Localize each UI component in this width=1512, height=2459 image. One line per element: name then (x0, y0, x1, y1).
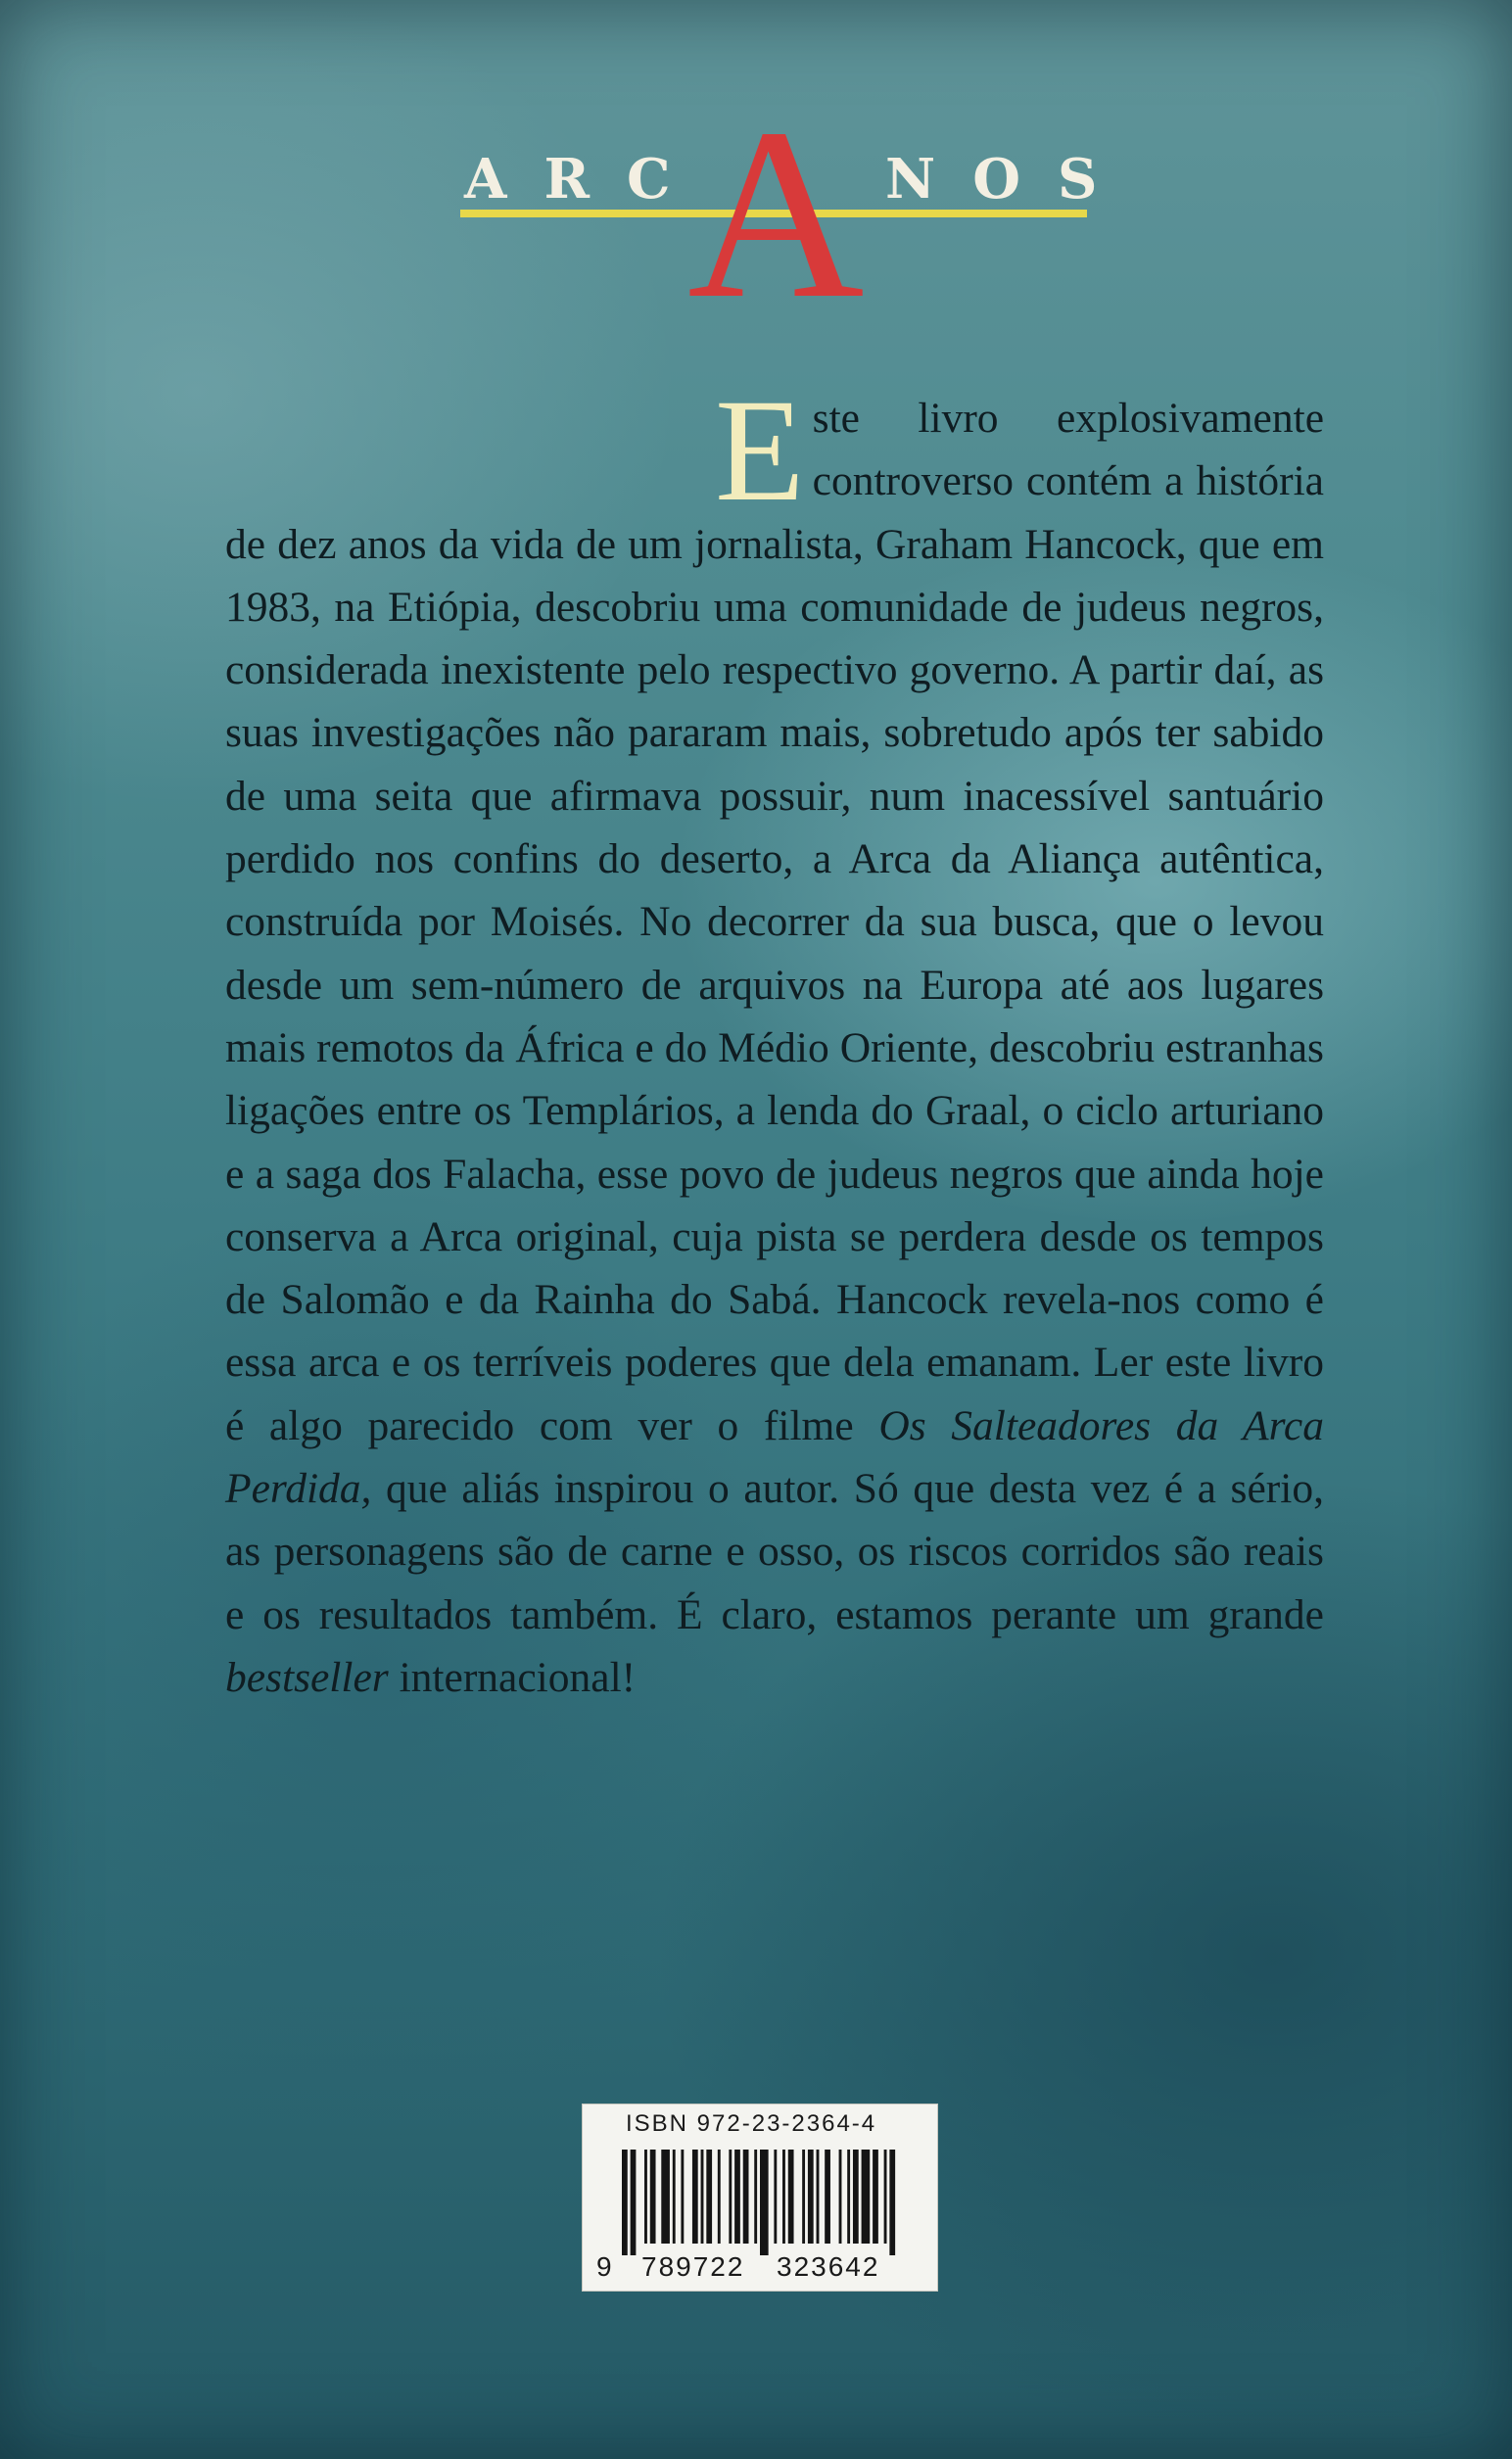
barcode-bar (673, 2150, 676, 2244)
barcode-bar (743, 2150, 749, 2244)
barcode-digit-first: 9 (596, 2251, 614, 2282)
blurb-part-2: que aliás inspirou o autor. Só que desta vez é a sério, as personagens são de carne e osso, os riscos corridos são reais e os resultados também. É claro, estamos perante um grande (225, 1465, 1324, 1638)
barcode-bar (644, 2150, 647, 2244)
barcode-bar (884, 2150, 887, 2244)
barcode-bar (889, 2150, 895, 2255)
blurb-part-3: internacional! (388, 1653, 637, 1701)
barcode-bars (622, 2150, 898, 2255)
barcode-bar (650, 2150, 656, 2244)
barcode-bar (774, 2150, 777, 2244)
drop-cap: E (715, 369, 805, 532)
blurb-part-1: ste livro explosivamente controverso contém a história de dez anos da vida de um jornalista, Graham Hancock, que em 1983, na Etiópia, descobriu uma comunidade de judeus negros, considerada inexistente pelo respectivo governo. A partir daí, as suas investigações não pararam mais, sobretudo após ter sabido de uma seita que afirmava possuir, num inacessível santuário perdido nos confins do deserto, a Arca da Aliança autêntica, construída por Moisés. No decorrer da sua busca, que o levou desde um sem-número de arquivos na Europa até aos lugares mais remotos da África e do Médio Oriente, descobriu estranhas ligações entre os Templários, a lenda do Graal, o ciclo arturiano e a saga dos Falacha, esse povo de judeus negros que ainda hoje conserva a Arca original, cuja pista se perdera desde os tempos de Salomão e da Rainha do Sabá. Hancock revela-nos como é essa arca e os terríveis poderes que dela emanam. Ler este livro é algo parecido com ver o filme (225, 395, 1324, 1449)
barcode-bar (847, 2150, 850, 2244)
blurb-text (225, 369, 1324, 1709)
barcode-bar (788, 2150, 794, 2244)
barcode-bar (839, 2150, 842, 2244)
barcode-bar (754, 2150, 757, 2244)
barcode-bar (701, 2150, 704, 2244)
barcode-bar (825, 2150, 830, 2244)
barcode-bar (729, 2150, 732, 2244)
barcode-bar (873, 2150, 878, 2244)
barcode-bar (853, 2150, 859, 2244)
barcode-bar (661, 2150, 670, 2244)
series-logo (460, 78, 1135, 350)
logo-text-left: ARC (464, 147, 708, 212)
barcode-bar (760, 2150, 769, 2255)
bestseller-word: bestseller (225, 1653, 389, 1701)
film-title: Os Salteadores da Arca Perdida, (225, 1401, 1324, 1513)
barcode-bar (681, 2150, 684, 2244)
isbn-barcode (582, 2104, 938, 2292)
barcode-group-left: 789722 (641, 2251, 745, 2282)
barcode-bar (718, 2150, 721, 2244)
barcode-bar (808, 2150, 814, 2244)
barcode-bar (706, 2150, 712, 2244)
logo-text-right: NOS (885, 147, 1135, 212)
barcode-bar (817, 2150, 820, 2244)
isbn-label: ISBN 972-23-2364-4 (626, 2110, 877, 2137)
logo-big-letter: A (687, 78, 865, 350)
barcode-bar (862, 2150, 871, 2244)
barcode-bar (631, 2150, 637, 2255)
barcode-bar (692, 2150, 698, 2244)
barcode-bar (734, 2150, 740, 2244)
barcode-bar (802, 2150, 805, 2244)
barcode-bar (782, 2150, 785, 2244)
barcode-group-right: 323642 (777, 2251, 880, 2282)
barcode-bar (622, 2150, 628, 2255)
